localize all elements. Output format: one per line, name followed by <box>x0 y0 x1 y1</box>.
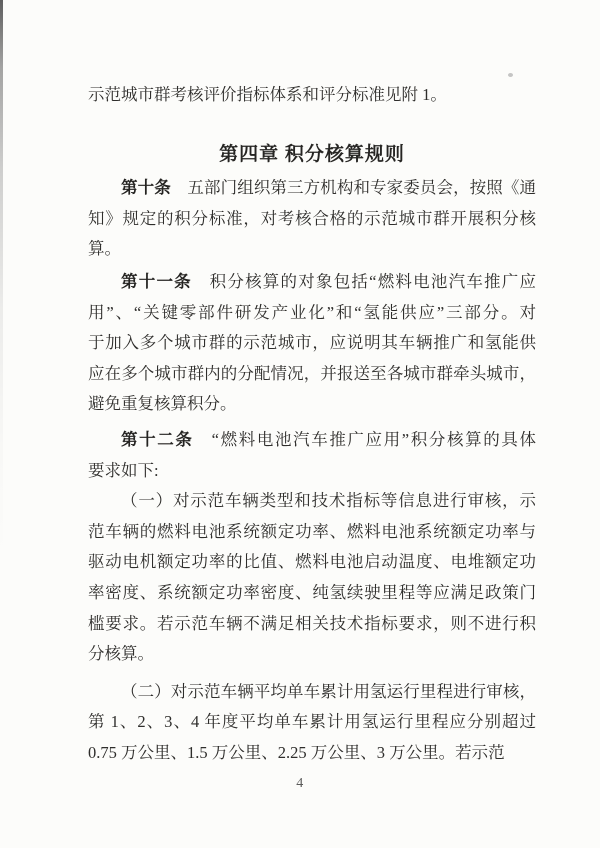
article-number: 第十条 <box>121 178 171 198</box>
page-number: 4 <box>296 776 304 791</box>
scan-speck <box>508 73 513 77</box>
text-line: 于加入多个城市群的示范城市，应说明其车辆推广和氢能供 <box>88 333 536 353</box>
text-line: （二）对示范车辆平均单车累计用氢运行里程进行审核， <box>121 681 536 701</box>
scan-edge-artifact <box>0 0 3 560</box>
item-1 <box>88 486 536 670</box>
intro-paragraph <box>88 80 536 111</box>
text-line: 要求如下: <box>88 460 159 480</box>
text-line: 驱动电机额定功率的比值、燃料电池启动温度、电堆额定功 <box>88 552 536 572</box>
article-11 <box>88 267 536 420</box>
item-2 <box>88 677 536 769</box>
text-line: 范车辆的燃料电池系统额定功率、燃料电池系统额定功率与 <box>88 521 536 541</box>
text-line: 槛要求。若示范车辆不满足相关技术指标要求，则不进行积 <box>88 613 536 633</box>
text-line: 第十条 五部门组织第三方机构和专家委员会，按照《通 <box>121 178 537 198</box>
text-line: 算。 <box>88 239 121 259</box>
text-line: 应在多个城市群内的分配情况，并报送至各城市群牵头城市， <box>88 363 536 383</box>
text-line: 示范城市群考核评价指标体系和评分标准见附 1。 <box>88 85 447 104</box>
article-number: 第十二条 <box>121 429 194 449</box>
text-line: 第 1、2、3、4 年度平均单车累计用氢运行里程应分别超过 <box>88 712 536 732</box>
text-line: 第十一条 积分核算的对象包括“燃料电池汽车推广应 <box>121 271 537 291</box>
text-line: 率密度、系统额定功率密度、纯氢续驶里程等应满足政策门 <box>88 582 536 602</box>
text-line: 用”、“关键零部件研发产业化”和“氢能供应”三部分。对 <box>88 302 536 322</box>
text-line: 0.75 万公里、1.5 万公里、2.25 万公里、3 万公里。若示范 <box>88 742 505 762</box>
text-line: 避免重复核算积分。 <box>88 394 237 414</box>
text-line: （一）对示范车辆类型和技术指标等信息进行审核，示 <box>121 491 536 511</box>
article-10 <box>88 173 536 265</box>
text-line: 知》规定的积分标准，对考核合格的示范城市群开展积分核 <box>88 208 536 228</box>
document-body <box>88 80 536 768</box>
text-line: 分核算。 <box>88 644 154 664</box>
article-number: 第十一条 <box>121 271 192 291</box>
chapter-heading: 第四章 积分核算规则 <box>219 143 405 165</box>
text-line: 第十二条 “燃料电池汽车推广应用”积分核算的具体 <box>121 429 536 449</box>
article-12 <box>88 425 536 486</box>
